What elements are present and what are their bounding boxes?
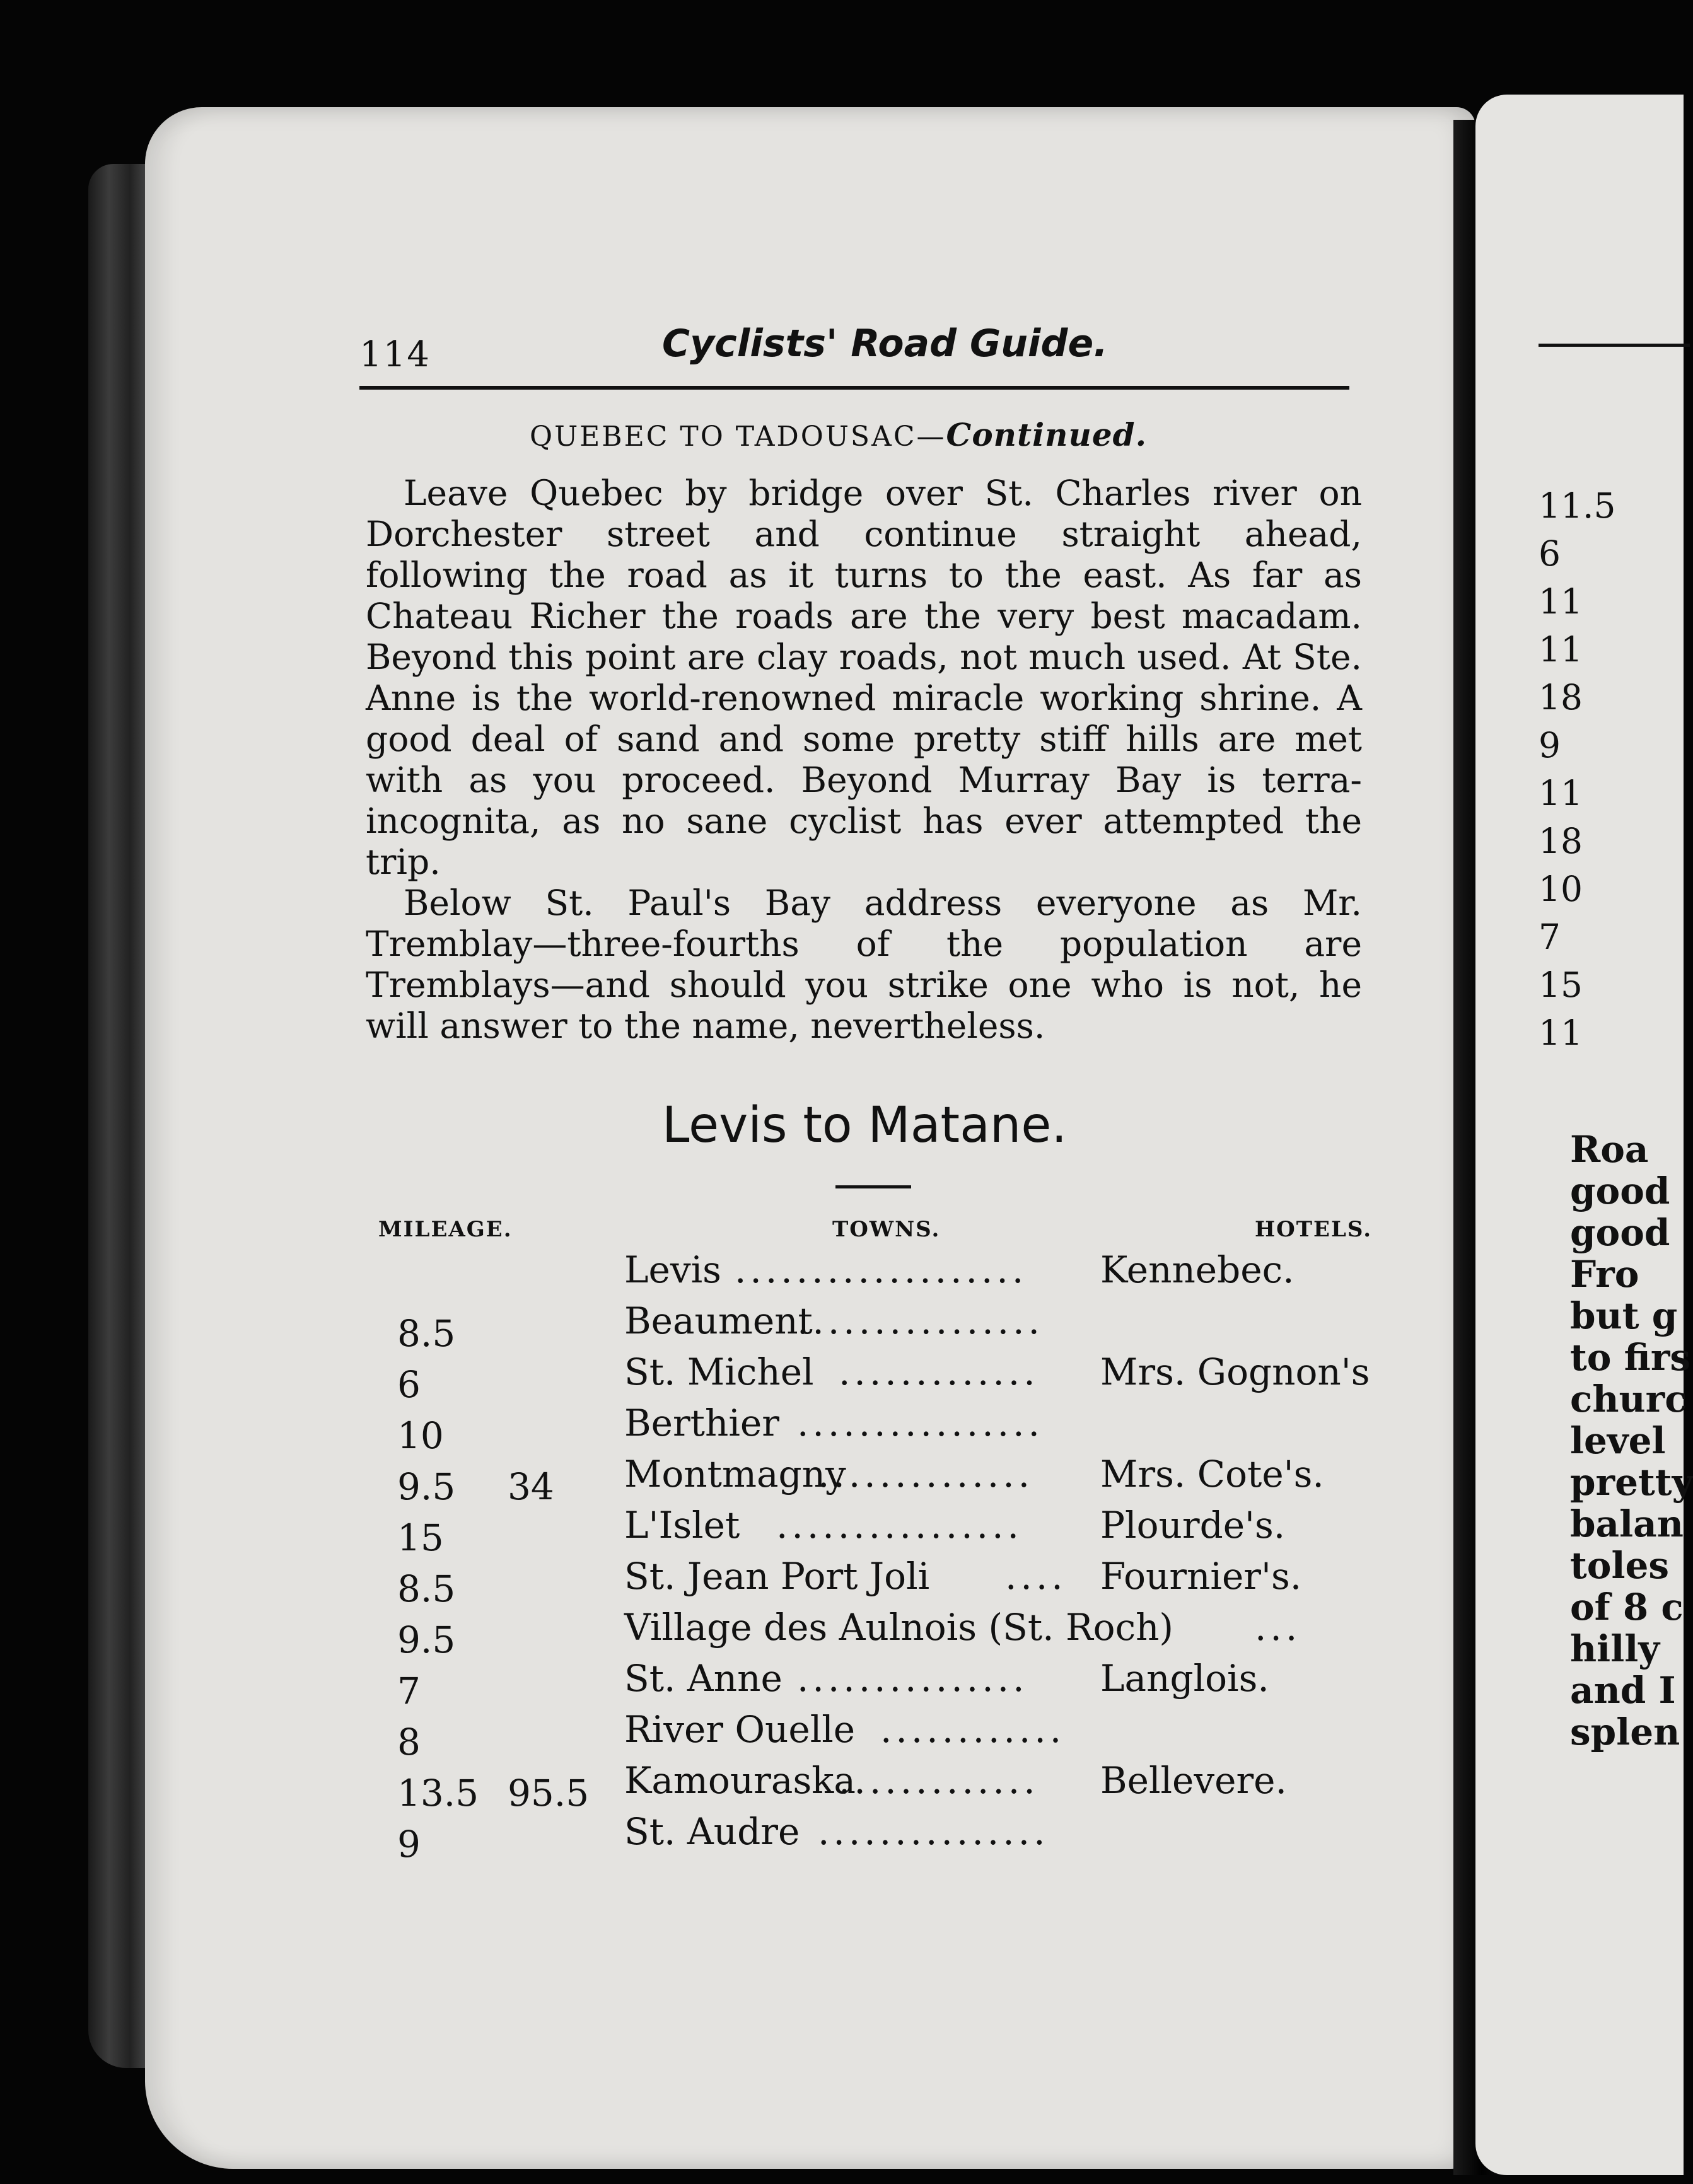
facing-text-line: good xyxy=(1570,1170,1670,1212)
town-cell: Levis xyxy=(624,1248,721,1291)
facing-text-line: toles xyxy=(1570,1544,1670,1587)
facing-mileage-value: 18 xyxy=(1539,821,1583,861)
table-row xyxy=(0,1293,1450,1355)
leader-dots: .... xyxy=(1005,1555,1067,1598)
section-heading xyxy=(530,416,1147,453)
mileage-cell: 9.5 xyxy=(397,1618,456,1661)
hotel-cell: Kennebec. xyxy=(1100,1248,1294,1291)
facing-text-line: to firs xyxy=(1570,1336,1691,1379)
table-row xyxy=(0,1497,1450,1559)
town-cell: L'Islet xyxy=(624,1504,740,1547)
mileage-column-header: MILEAGE. xyxy=(378,1217,513,1242)
paragraph: Leave Quebec by bridge over St. Charles river on Dorchester street and continue straight ahead, following the road as it turns to the east. As far as Chateau Richer the roads are the very best macadam. Beyond this point are clay roads, not much used. At Ste. Anne is the world-renowned miracle working shrine. A good deal of sand and some pretty stiff hills are met with as you proceed. Beyond Murray Bay is terra-incognita, as no sane cyclist has ever attempted the trip. xyxy=(366,473,1362,882)
running-title: Cyclists' Road Guide. xyxy=(662,322,1108,366)
facing-text-line: hilly xyxy=(1570,1627,1660,1670)
leader-dots: ............ xyxy=(880,1708,1066,1751)
section-title-suffix: Continued. xyxy=(946,416,1148,453)
mileage-cell: 9 xyxy=(397,1823,421,1866)
town-cell: St. Jean Port Joli xyxy=(624,1555,930,1598)
town-cell: Kamouraska xyxy=(624,1759,856,1802)
hotel-cell: Mrs. Cote's. xyxy=(1100,1453,1324,1496)
facing-mileage-value: 11 xyxy=(1539,581,1583,622)
mileage-cell: 8.5 xyxy=(397,1567,456,1610)
route-table xyxy=(0,1242,1450,1866)
mileage-cell: 6 xyxy=(397,1363,421,1406)
table-row xyxy=(0,1344,1450,1406)
town-cell: St. Anne xyxy=(624,1657,783,1700)
table-row xyxy=(0,1242,1450,1293)
mileage-cell: 9.5 xyxy=(397,1465,456,1508)
leader-dots: ............... xyxy=(797,1657,1028,1700)
table-row xyxy=(0,1446,1450,1508)
leader-dots: ............. xyxy=(839,1350,1039,1393)
body-text xyxy=(366,473,1362,1047)
table-row xyxy=(0,1702,1450,1763)
mileage-cell: 8 xyxy=(397,1721,421,1763)
hotel-cell: Mrs. Gognon's xyxy=(1100,1350,1370,1393)
town-cell: River Ouelle xyxy=(624,1708,856,1751)
facing-mileage-value: 18 xyxy=(1539,677,1583,717)
leader-dots: ................ xyxy=(797,1402,1044,1444)
route-title-rule xyxy=(835,1185,911,1188)
leader-dots: ................... xyxy=(735,1248,1028,1291)
table-row xyxy=(0,1804,1450,1866)
town-cell: Berthier xyxy=(624,1402,779,1444)
facing-text-line: splen xyxy=(1570,1711,1680,1753)
facing-text-line: but g xyxy=(1570,1294,1678,1337)
facing-mileage-value: 11 xyxy=(1539,629,1583,670)
facing-text-line: pretty xyxy=(1570,1461,1693,1504)
route-title: Levis to Matane. xyxy=(662,1097,1068,1154)
facing-text-line: Fro xyxy=(1570,1253,1639,1296)
table-row xyxy=(0,1651,1450,1712)
facing-page-rule xyxy=(1539,344,1690,347)
facing-page-mileage xyxy=(1539,485,1615,1060)
table-row xyxy=(0,1600,1450,1661)
table-row xyxy=(0,1395,1450,1457)
town-cell: St. Michel xyxy=(624,1350,814,1393)
hotel-cell: Bellevere. xyxy=(1100,1759,1287,1802)
town-cell: St. Audre xyxy=(624,1810,800,1853)
mileage-cell: 13.5 xyxy=(397,1772,479,1815)
leader-dots: ... xyxy=(1255,1606,1301,1649)
table-row xyxy=(0,1548,1450,1610)
town-cell: Village des Aulnois (St. Roch) xyxy=(624,1606,1174,1649)
leader-dots: ............... xyxy=(818,1810,1049,1853)
facing-text-line: level xyxy=(1570,1419,1666,1462)
facing-text-line: churc xyxy=(1570,1378,1687,1420)
facing-text-line: and I xyxy=(1570,1669,1676,1712)
cumulative-mileage-cell: 34 xyxy=(508,1465,554,1508)
page-header xyxy=(359,309,1349,385)
facing-text-line: balan xyxy=(1570,1502,1684,1545)
facing-mileage-value: 10 xyxy=(1539,869,1583,909)
facing-text-line: good xyxy=(1570,1211,1670,1254)
facing-mileage-value: 11 xyxy=(1539,1013,1583,1053)
facing-mileage-value: 7 xyxy=(1539,917,1561,957)
mileage-cell: 10 xyxy=(397,1414,444,1457)
leader-dots: ................ xyxy=(797,1299,1044,1342)
facing-page-text xyxy=(1570,1129,1693,1753)
page-number: 114 xyxy=(359,334,431,375)
hotel-cell: Plourde's. xyxy=(1100,1504,1286,1547)
facing-mileage-value: 11 xyxy=(1539,773,1583,813)
facing-text-line: Roa xyxy=(1570,1128,1649,1171)
mileage-cell: 8.5 xyxy=(397,1312,456,1355)
leader-dots: .............. xyxy=(818,1453,1034,1496)
hotel-cell: Langlois. xyxy=(1100,1657,1269,1700)
hotels-column-header: HOTELS. xyxy=(1255,1217,1373,1242)
hotel-cell: Fournier's. xyxy=(1100,1555,1302,1598)
town-cell: Montmagny xyxy=(624,1453,846,1496)
facing-mileage-value: 11.5 xyxy=(1539,485,1616,526)
facing-mileage-value: 9 xyxy=(1539,725,1561,765)
table-row xyxy=(0,1753,1450,1815)
leader-dots: ............. xyxy=(839,1759,1039,1802)
facing-mileage-value: 6 xyxy=(1539,533,1561,574)
facing-mileage-value: 15 xyxy=(1539,965,1583,1005)
cumulative-mileage-cell: 95.5 xyxy=(508,1772,590,1815)
leader-dots: ................ xyxy=(776,1504,1023,1547)
paragraph: Below St. Paul's Bay address everyone as Mr. Tremblay—three-fourths of the population are Tremblays—and should you strike one who is not, he will answer to the name, nevertheless. xyxy=(366,883,1362,1046)
mileage-cell: 7 xyxy=(397,1670,421,1712)
facing-text-line: of 8 c xyxy=(1570,1586,1684,1629)
mileage-cell: 15 xyxy=(397,1516,444,1559)
towns-column-header: TOWNS. xyxy=(832,1217,941,1242)
section-title: QUEBEC TO TADOUSAC— xyxy=(530,421,946,453)
town-cell: Beaument xyxy=(624,1299,813,1342)
header-rule xyxy=(359,386,1349,390)
